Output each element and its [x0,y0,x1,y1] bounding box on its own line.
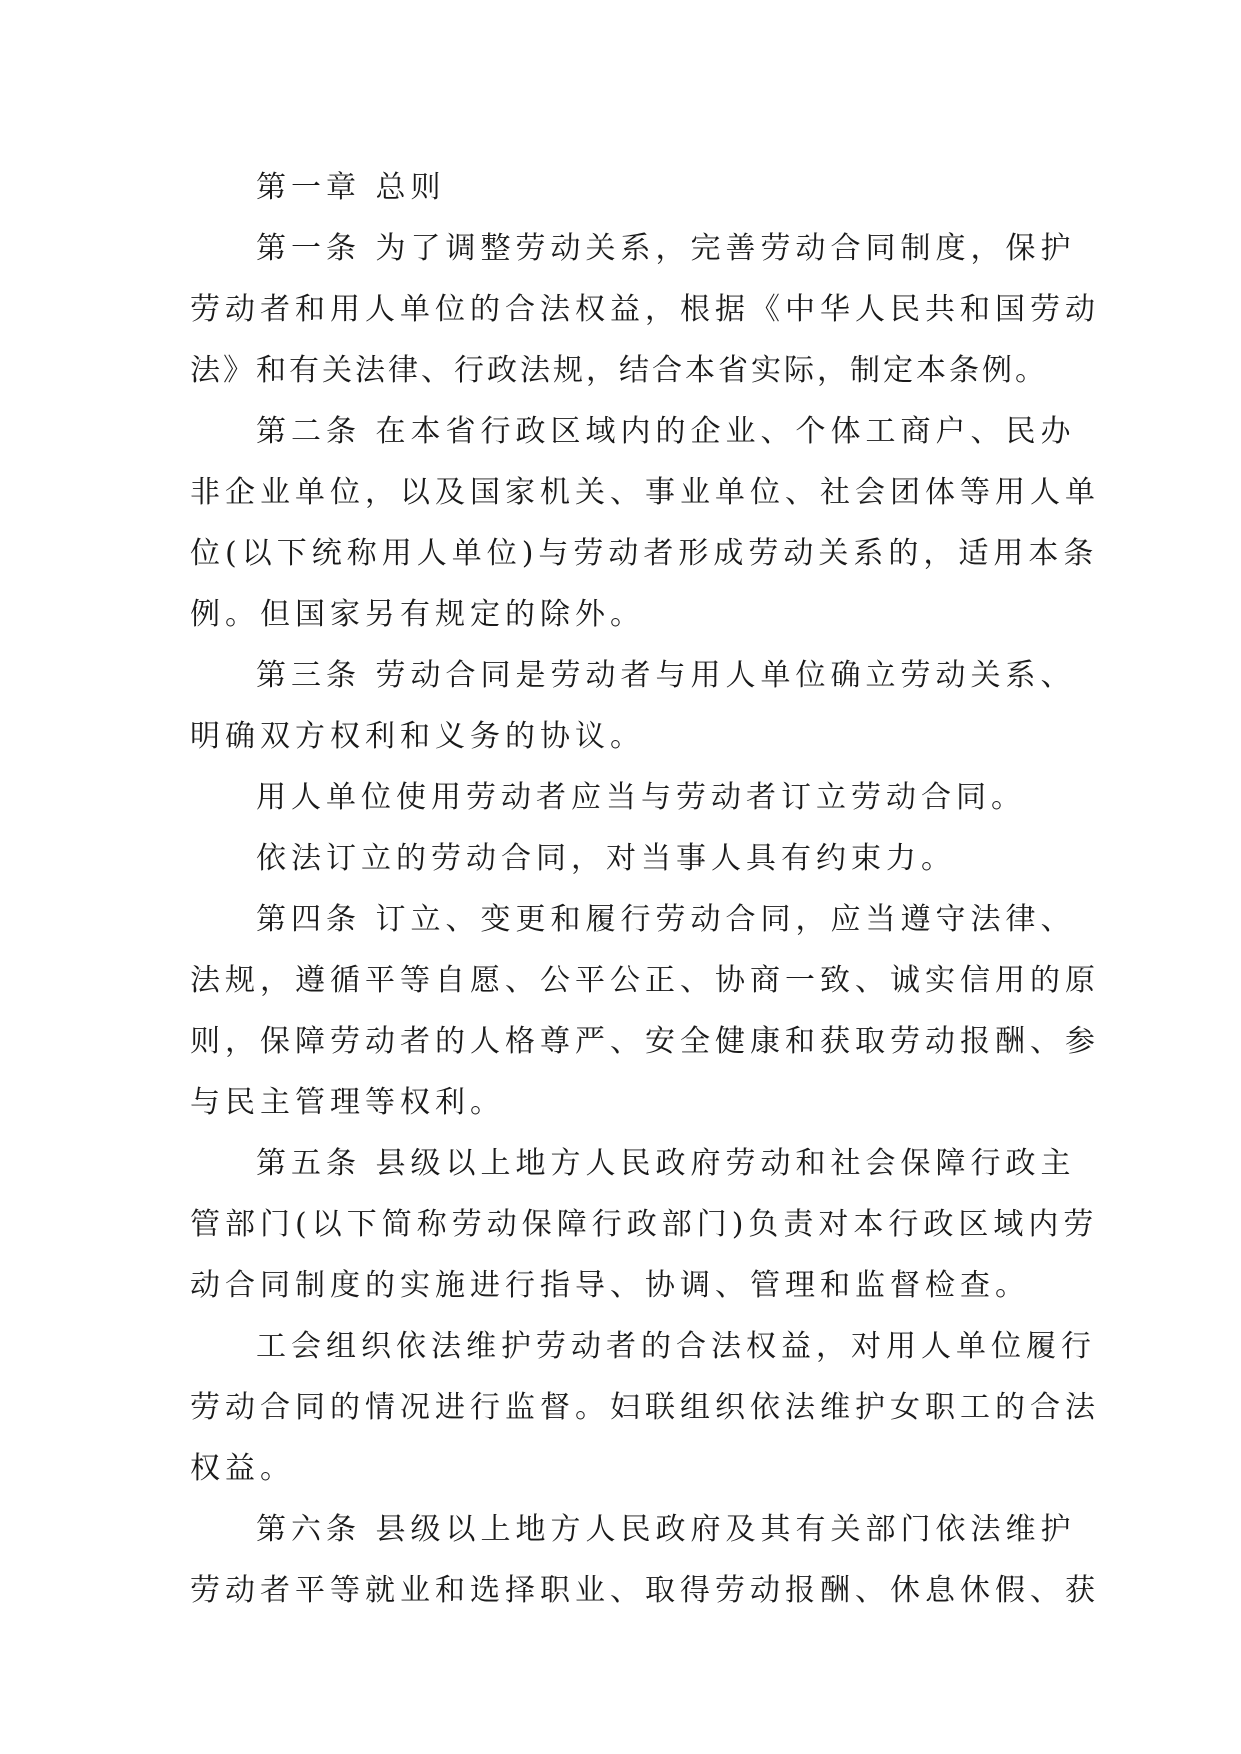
text-line: 动合同制度的实施进行指导、协调、管理和监督检查。 [190,1268,1030,1303]
text-line: 管部门(以下简称劳动保障行政部门)负责对本行政区域内劳 [190,1207,1099,1242]
text-line: 劳动合同的情况进行监督。妇联组织依法维护女职工的合法 [190,1390,1100,1425]
text-line: 第一条 为了调整劳动关系，完善劳动合同制度，保护 [256,231,1076,266]
text-line: 第三条 劳动合同是劳动者与用人单位确立劳动关系、 [256,658,1076,693]
paragraph [190,1316,1100,1499]
article-4 [190,889,1100,1133]
text-line: 劳动者和用人单位的合法权益，根据《中华人民共和国劳动 [190,292,1100,327]
text-line: 则，保障劳动者的人格尊严、安全健康和获取劳动报酬、参 [190,1024,1100,1059]
text-line: 依法订立的劳动合同，对当事人具有约束力。 [256,841,956,876]
article-5 [190,1133,1099,1316]
text-line: 法》和有关法律、行政法规，结合本省实际，制定本条例。 [190,353,1048,388]
text-line: 第一章 总则 [256,170,446,205]
chapter-heading [190,157,1070,218]
text-line: 明确双方权利和义务的协议。 [190,719,645,754]
text-line: 非企业单位，以及国家机关、事业单位、社会团体等用人单 [190,475,1100,510]
paragraph [190,828,1070,889]
text-line: 与民主管理等权利。 [190,1085,505,1120]
text-line: 位(以下统称用人单位)与劳动者形成劳动关系的，适用本条 [190,536,1099,571]
text-line: 劳动者平等就业和选择职业、取得劳动报酬、休息休假、获 [190,1573,1100,1608]
text-line: 权益。 [190,1451,295,1486]
article-6 [190,1499,1100,1621]
text-line: 第二条 在本省行政区域内的企业、个体工商户、民办 [256,414,1076,449]
article-2 [190,401,1100,645]
article-3 [190,645,1076,767]
article-1 [190,218,1100,401]
text-line: 工会组织依法维护劳动者的合法权益，对用人单位履行 [256,1329,1096,1364]
text-line: 第五条 县级以上地方人民政府劳动和社会保障行政主 [256,1146,1076,1181]
text-line: 用人单位使用劳动者应当与劳动者订立劳动合同。 [256,780,1026,815]
text-line: 第六条 县级以上地方人民政府及其有关部门依法维护 [256,1512,1076,1547]
text-line: 第四条 订立、变更和履行劳动合同，应当遵守法律、 [256,902,1076,937]
text-line: 例。但国家另有规定的除外。 [190,597,645,632]
text-line: 法规，遵循平等自愿、公平公正、协商一致、诚实信用的原 [190,963,1100,998]
document-body [190,157,1100,1621]
paragraph [190,767,1070,828]
